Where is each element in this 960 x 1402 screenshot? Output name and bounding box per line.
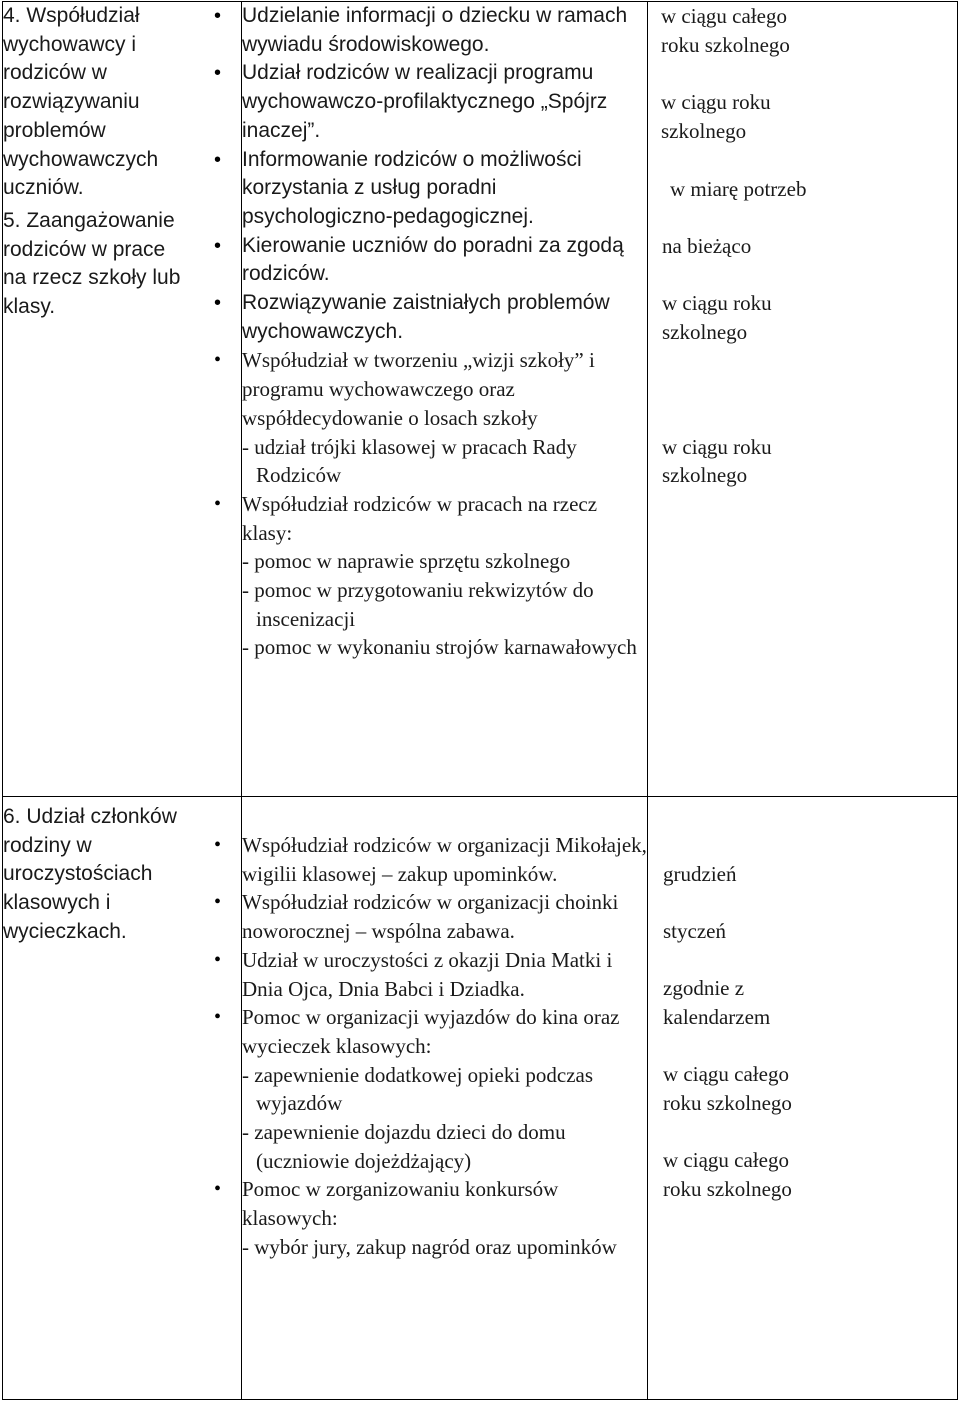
sub-item: - pomoc w naprawie sprzętu szkolnego <box>242 549 571 574</box>
sub-item: - wybór jury, zakup nagród oraz upominków <box>242 1234 617 1259</box>
terms-cell <box>648 797 958 1400</box>
term-text: styczeń <box>663 918 726 943</box>
activity-list <box>242 831 647 1262</box>
table-row <box>3 2 958 797</box>
table-row <box>3 797 958 1400</box>
activities-cell <box>242 2 648 797</box>
list-item: • Rozwiązywanie zaistniałych problemów wychowawczych. <box>242 289 647 346</box>
task-cell <box>3 2 242 797</box>
list-item-text: Udział w uroczystości z okazji Dnia Matki i Dnia Ojca, Dnia Babci i Dziadka. <box>242 947 613 1001</box>
term-text: w ciągu całego roku szkolnego <box>663 1061 792 1115</box>
list-item-text: Współudział rodziców w pracach na rzecz klasy: <box>242 491 598 545</box>
sub-item: - zapewnienie dodatkowej opieki podczas wyjazdów <box>242 1062 594 1116</box>
list-item: • Informowanie rodziców o możliwości korzystania z usług poradni psychologiczno-pedagogicznej. <box>242 146 647 232</box>
list-item <box>242 1175 647 1261</box>
task-heading: 5. Zaangażowanie rodziców w prace na rzecz szkoły lub klasy. <box>3 208 181 319</box>
task-heading: 6. Udział członków rodziny w uroczystościach klasowych i wycieczkach. <box>3 805 177 943</box>
activity-list <box>242 346 647 662</box>
activities-cell <box>242 797 648 1400</box>
list-item <box>242 490 647 662</box>
list-item <box>242 346 647 490</box>
list-item <box>242 946 647 1003</box>
term-text: w miarę potrzeb <box>670 176 807 201</box>
term-text: w ciągu roku szkolnego <box>662 434 772 488</box>
list-item <box>242 1003 647 1175</box>
term-text: w ciągu całego roku szkolnego <box>663 1148 792 1201</box>
term-text: w ciągu całego roku szkolnego <box>661 4 790 57</box>
list-item: • Udział rodziców w realizacji programu wychowawczo-profilaktycznego „Spójrz inaczej”. <box>242 59 647 145</box>
list-item <box>242 831 647 888</box>
list-item-text: Współudział rodziców w organizacji Mikołajek, wigilii klasowej – zakup upominków. <box>242 833 647 886</box>
task-heading: 4. Współudział wychowawcy i rodziców w rozwiązywaniu problemów wychowawczych uczniów. <box>3 4 159 200</box>
list-item: • Udzielanie informacji o dziecku w ramach wywiadu środowiskowego. <box>242 2 647 59</box>
list-item <box>242 888 647 945</box>
list-item: • Kierowanie uczniów do poradni za zgodą rodziców. <box>242 232 647 289</box>
term-text: w ciągu roku szkolnego <box>662 291 772 344</box>
sub-item: - zapewnienie dojazdu dzieci do domu (uczniowie dojeżdżający) <box>242 1120 566 1173</box>
list-item-text: Współudział rodziców w organizacji choinki noworocznej – wspólna zabawa. <box>242 890 619 944</box>
term-text: zgodnie z kalendarzem <box>663 976 771 1030</box>
list-item-text: Współudział w tworzeniu „wizji szkoły” i programu wychowawczego oraz współdecydowanie o losach szkoły <box>242 348 595 430</box>
term-text: na bieżąco <box>662 233 752 258</box>
sub-item: - pomoc w wykonaniu strojów karnawałowych <box>242 635 637 660</box>
cooperation-plan-table <box>2 1 958 1400</box>
sub-item: - udział trójki klasowej w pracach Rady Rodziców <box>242 434 577 488</box>
sub-item: - pomoc w przygotowaniu rekwizytów do inscenizacji <box>242 578 594 631</box>
term-text: grudzień <box>663 862 737 886</box>
terms-cell <box>648 2 958 797</box>
term-text: w ciągu roku szkolnego <box>661 90 771 144</box>
task-cell <box>3 797 242 1400</box>
activity-list <box>242 2 647 346</box>
list-item-text: Pomoc w organizacji wyjazdów do kina oraz wycieczek klasowych: <box>242 1005 620 1058</box>
list-item-text: Pomoc w zorganizowaniu konkursów klasowych: <box>242 1177 559 1231</box>
